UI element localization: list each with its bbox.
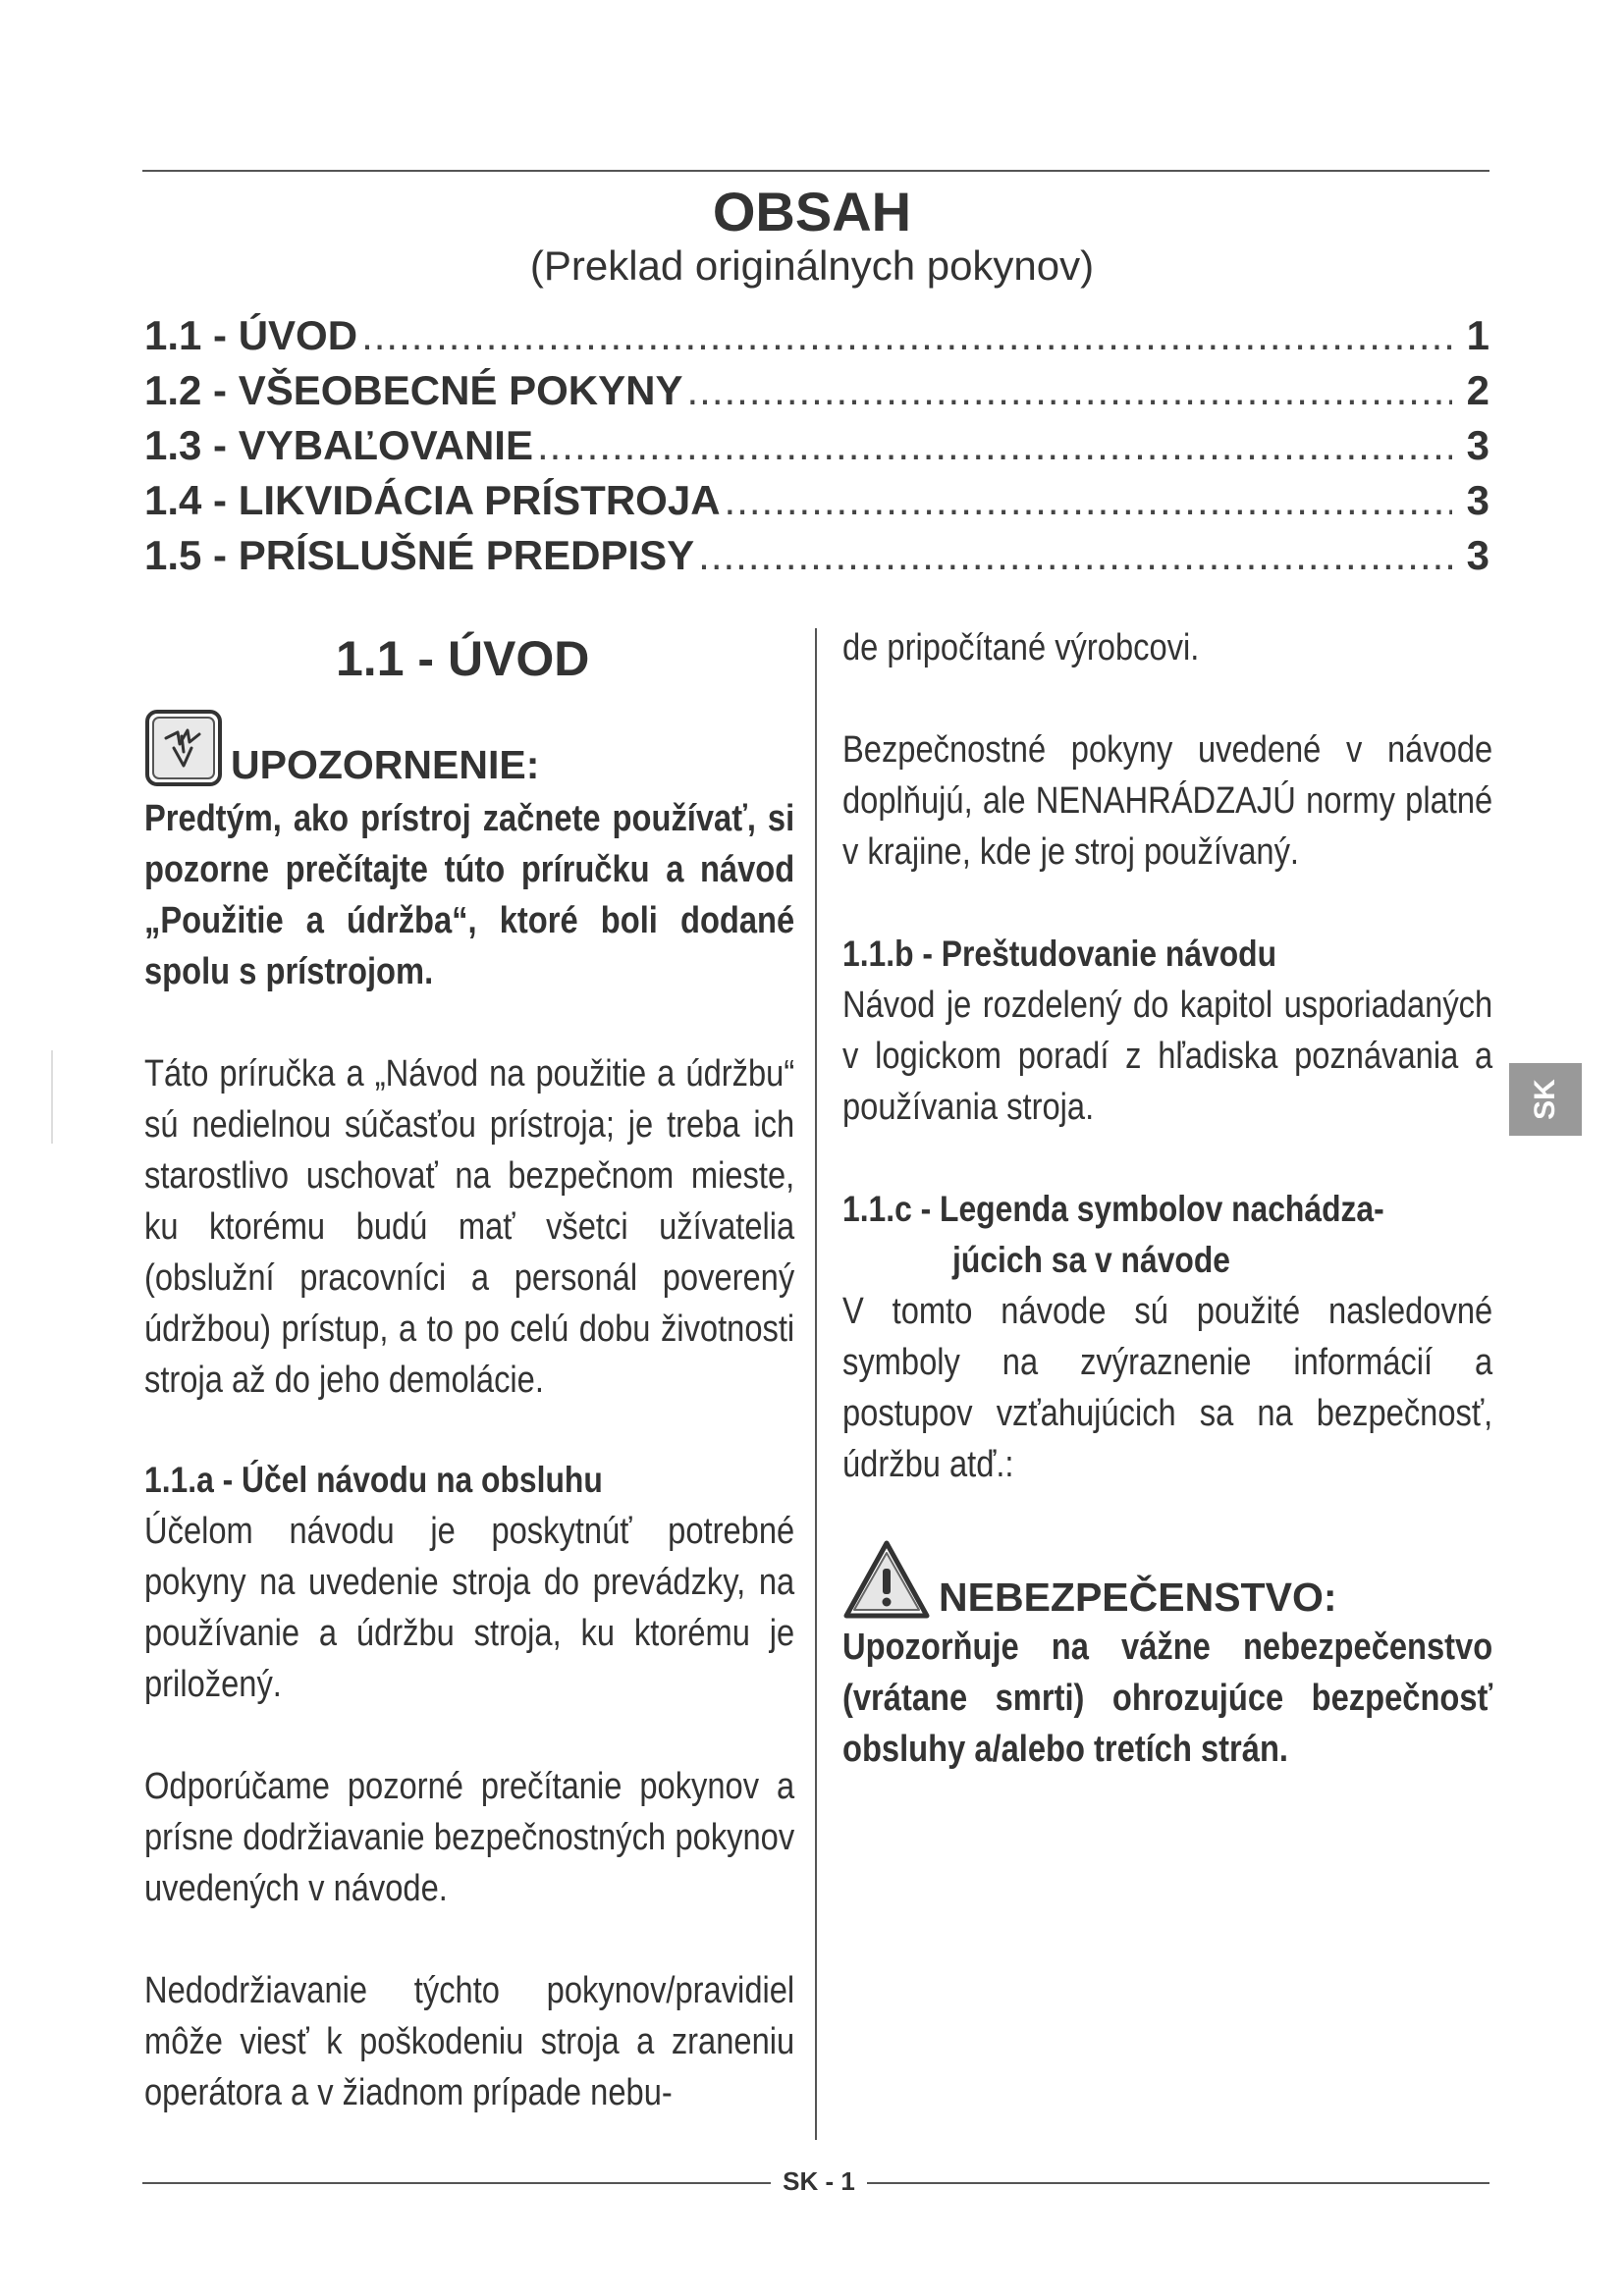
toc-entry-label: 1.5 - PRÍSLUŠNÉ PREDPISY bbox=[144, 532, 695, 578]
paragraph: V tomto návode sú použité nasledovné symboly na zvýraznenie informácií a postupov vzťahujúcich sa na bezpečnosť, údržbu atď.: bbox=[842, 1291, 1493, 1485]
danger-title: NEBEZPEČENSTVO: bbox=[939, 1575, 1337, 1620]
contents-subtitle: (Preklad originálnych pokynov) bbox=[529, 242, 1095, 289]
language-tab-label: SK bbox=[1529, 1079, 1561, 1120]
toc-entry[interactable] bbox=[144, 422, 1489, 477]
warning-title: UPOZORNENIE: bbox=[231, 742, 540, 787]
top-rule bbox=[142, 170, 1489, 172]
section-heading: 1.1 - ÚVOD bbox=[336, 631, 590, 686]
toc-leader bbox=[725, 477, 1452, 524]
toc-entry-page: 3 bbox=[1466, 477, 1489, 523]
subsection-heading: 1.1.a - Účel návodu na obsluhu bbox=[144, 1460, 603, 1500]
paragraph: Táto príručka a „Návod na použitie a údržbu“ sú nedielnou súčasťou prístroja; je treba ich starostlivo uschovať na bezpečnom mieste, ku ktorému budú mať všetci užívatelia (obslužní pracovníci a personál poverený údržbou) prístup, a to po celú dobu životnosti stroja až do jeho demolácie. bbox=[144, 1053, 795, 1401]
subsection-heading: 1.1.c - Legenda symbolov nachádza- bbox=[842, 1189, 1384, 1229]
danger-text: Upozorňuje na vážne nebezpečenstvo (vrátane smrti) ohrozujúce bezpečnosť obsluhy a/alebo tretích strán. bbox=[842, 1627, 1493, 1770]
paragraph: Bezpečnostné pokyny uvedené v návode doplňujú, ale NENAHRÁDZAJÚ normy platné v krajine, kde je stroj používaný. bbox=[842, 729, 1493, 873]
paragraph: Účelom návodu je poskytnúť potrebné pokyny na uvedenie stroja do prevádzky, na používanie a údržbu stroja, ku ktorému je priložený. bbox=[144, 1511, 795, 1705]
toc-entry-label: 1.2 - VŠEOBECNÉ POKYNY bbox=[144, 367, 683, 413]
toc-leader bbox=[537, 422, 1452, 469]
table-of-contents bbox=[144, 312, 1489, 587]
hand-warning-icon bbox=[144, 709, 223, 787]
subsection-heading: 1.1.b - Preštudovanie návodu bbox=[842, 934, 1277, 974]
warning-notice-header bbox=[144, 709, 792, 787]
footer-rule-left bbox=[142, 2182, 771, 2184]
toc-leader bbox=[698, 532, 1452, 579]
toc-entry-page: 1 bbox=[1466, 312, 1489, 358]
left-column bbox=[144, 628, 795, 2118]
toc-leader bbox=[361, 312, 1452, 359]
toc-entry-page: 3 bbox=[1466, 532, 1489, 578]
toc-entry[interactable] bbox=[144, 312, 1489, 367]
warning-text: Predtým, ako prístroj začnete používať, si pozorne prečítajte túto príručku a návod „Použitie a údržba“, ktoré boli dodané spolu s prístrojom. bbox=[144, 798, 795, 992]
right-column bbox=[842, 628, 1495, 1775]
toc-entry-page: 3 bbox=[1466, 422, 1489, 468]
toc-entry[interactable] bbox=[144, 532, 1489, 587]
paragraph: de pripočítané výrobcovi. bbox=[842, 627, 1200, 668]
paragraph: Odporúčame pozorné prečítanie pokynov a prísne dodržiavanie bezpečnostných pokynov uvedených v návode. bbox=[144, 1766, 795, 1909]
toc-entry[interactable] bbox=[144, 477, 1489, 532]
contents-title: OBSAH bbox=[712, 181, 912, 242]
toc-leader bbox=[686, 367, 1452, 414]
toc-entry-label: 1.3 - VYBAĽOVANIE bbox=[144, 422, 533, 468]
warning-triangle-icon bbox=[842, 1539, 931, 1620]
toc-entry[interactable] bbox=[144, 367, 1489, 422]
footer-rule-right bbox=[867, 2182, 1489, 2184]
column-divider bbox=[815, 628, 817, 2140]
language-tab bbox=[1509, 1063, 1582, 1136]
toc-entry-label: 1.4 - LIKVIDÁCIA PRÍSTROJA bbox=[144, 477, 721, 523]
paragraph: Návod je rozdelený do kapitol usporiadaných v logickom poradí z hľadiska poznávania a používania stroja. bbox=[842, 985, 1493, 1128]
paragraph: Nedodržiavanie týchto pokynov/pravidiel môže viesť k poškodeniu stroja a zraneniu operátora a v žiadnom prípade nebu- bbox=[144, 1970, 795, 2113]
danger-notice-header bbox=[842, 1539, 1495, 1620]
subsection-heading-continued: júcich sa v návode bbox=[952, 1240, 1230, 1280]
toc-entry-label: 1.1 - ÚVOD bbox=[144, 312, 358, 358]
toc-entry-page: 2 bbox=[1466, 367, 1489, 413]
margin-mark bbox=[51, 1050, 53, 1144]
page-number: SK - 1 bbox=[783, 2166, 855, 2196]
